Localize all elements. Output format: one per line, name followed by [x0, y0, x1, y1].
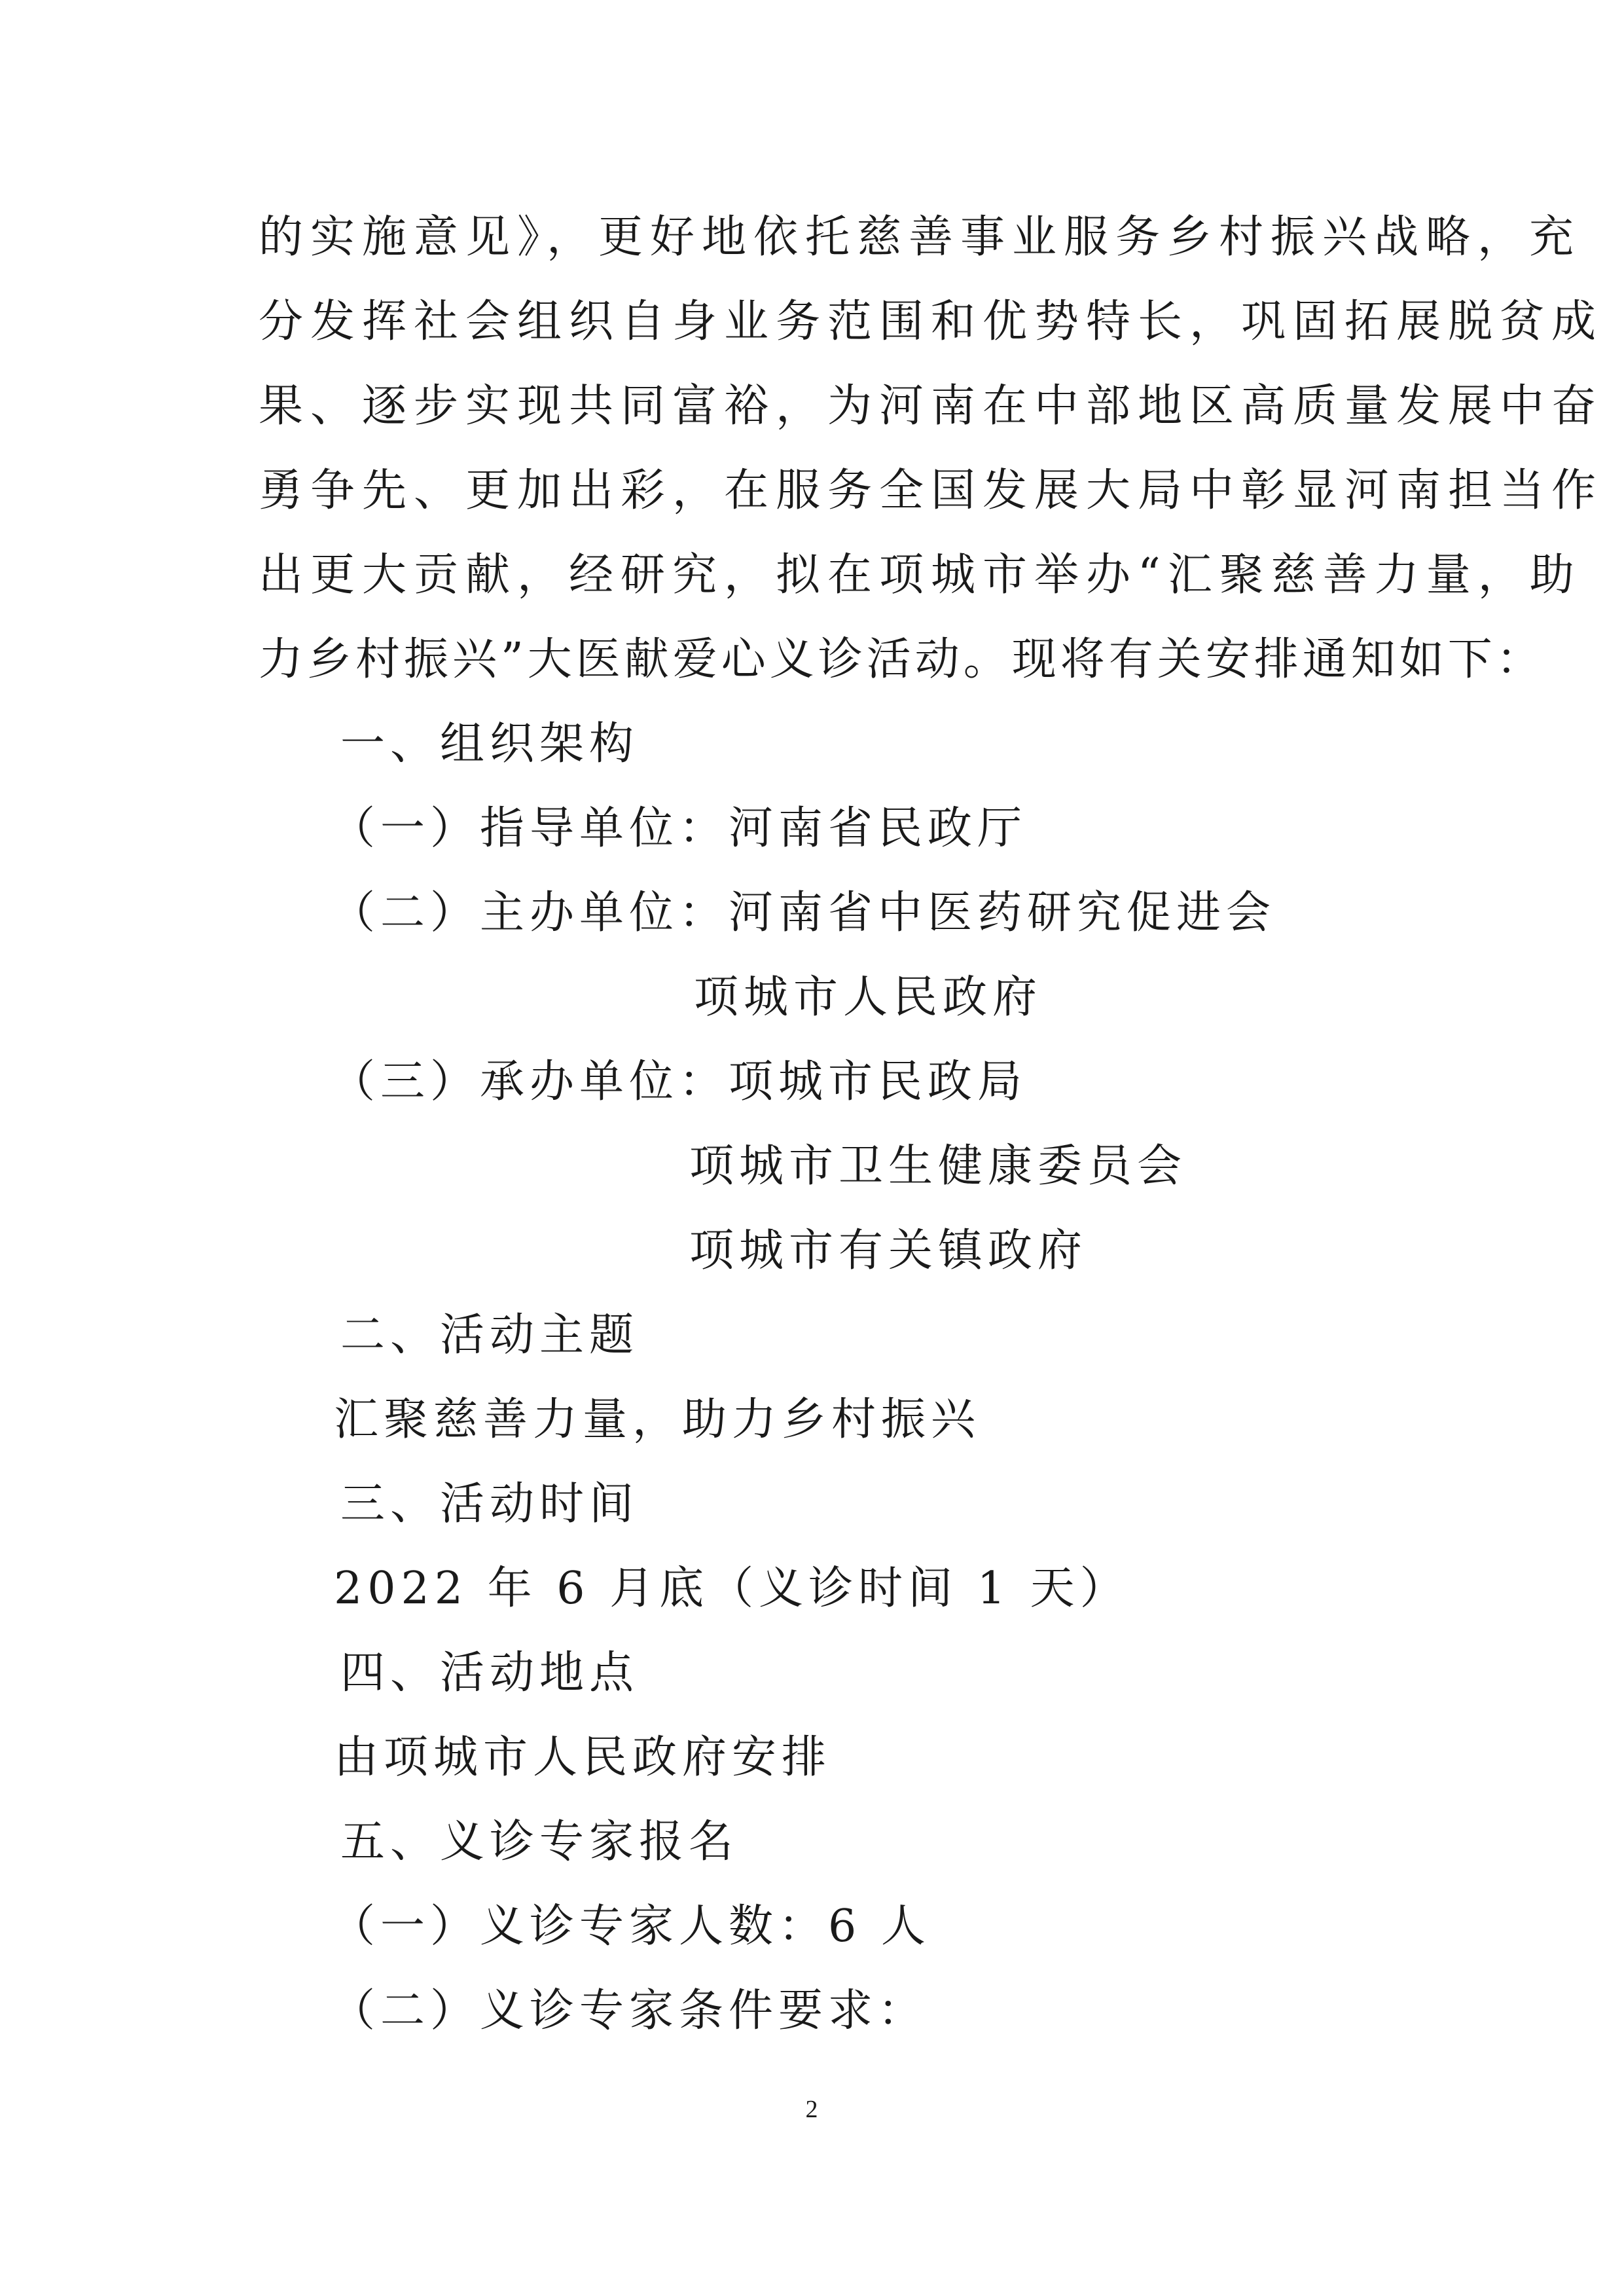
- expert-count: （一）义诊专家人数：6 人: [331, 1901, 931, 1952]
- intro-line-2: 分发挥社会组织自身业务范围和优势特长，巩固拓展脱贫成: [259, 296, 1604, 348]
- organizer-unit-2: 项城市卫生健康委员会: [689, 1140, 1187, 1192]
- activity-theme: 汇聚慈善力量，助力乡村振兴: [334, 1394, 981, 1446]
- intro-line-5: 出更大贡献，经研究，拟在项城市举办“汇聚慈善力量，助: [259, 549, 1581, 601]
- section-2-heading: 二、活动主题: [340, 1309, 640, 1361]
- organizer-unit: （三）承办单位：项城市民政局: [331, 1056, 1028, 1108]
- organizer-unit-3: 项城市有关镇政府: [689, 1225, 1088, 1277]
- guide-unit: （一）指导单位：河南省民政厅: [331, 803, 1028, 854]
- section-3-heading: 三、活动时间: [340, 1478, 640, 1530]
- page-number: 2: [805, 2096, 818, 2123]
- section-5-heading: 五、义诊专家报名: [340, 1816, 739, 1868]
- intro-line-6: 力乡村振兴”大医献爱心义诊活动。现将有关安排通知如下：: [259, 634, 1545, 685]
- intro-line-3: 果、逐步实现共同富裕，为河南在中部地区高质量发展中奋: [259, 380, 1604, 432]
- section-1-heading: 一、组织架构: [340, 718, 640, 770]
- intro-line-1: 的实施意见》，更好地依托慈善事业服务乡村振兴战略，充: [259, 211, 1581, 263]
- host-unit-2: 项城市人民政府: [694, 972, 1043, 1023]
- activity-location: 由项城市人民政府安排: [334, 1732, 832, 1783]
- host-unit: （二）主办单位：河南省中医药研究促进会: [331, 887, 1276, 939]
- intro-line-4: 勇争先、更加出彩，在服务全国发展大局中彰显河南担当作: [259, 465, 1604, 517]
- section-4-heading: 四、活动地点: [340, 1647, 640, 1699]
- activity-time: 2022 年 6 月底（义诊时间 1 天）: [334, 1563, 1130, 1614]
- expert-requirements: （二）义诊专家条件要求：: [331, 1985, 928, 2037]
